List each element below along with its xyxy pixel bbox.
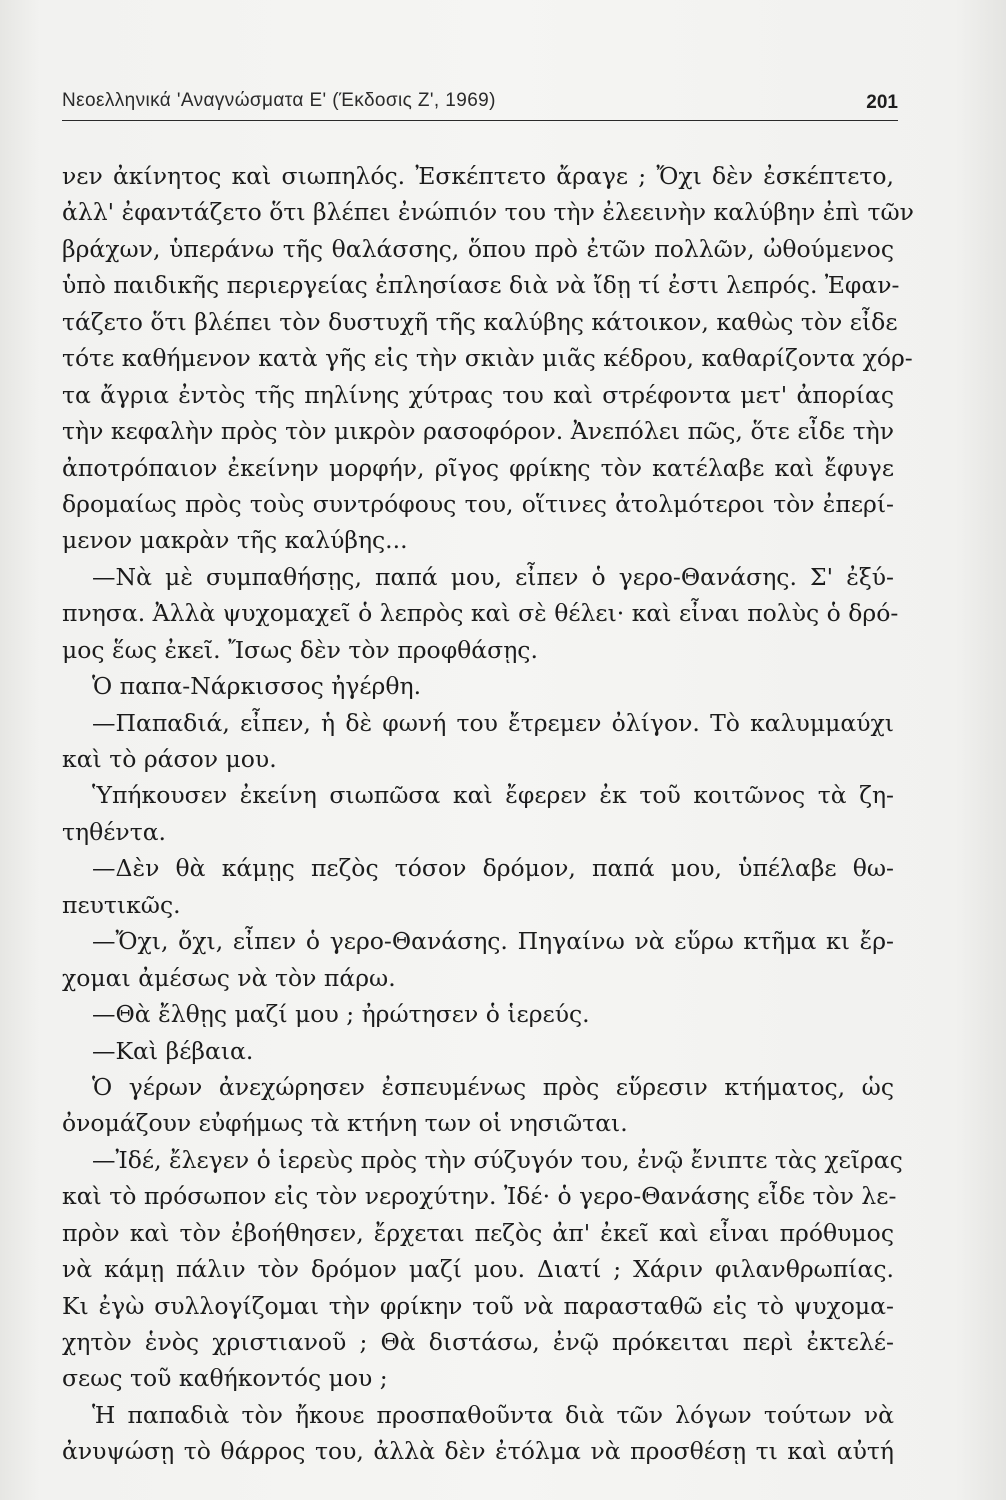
page-header [62,84,898,121]
text-line: Ἡ παπαδιὰ τὸν ἤκουε προσπαθοῦντα διὰ τῶν λόγων τούτων νὰ [92,1400,894,1429]
text-line: μενον μακρὰν τῆς καλύβης... [62,526,408,555]
page-number: 201 [866,92,898,113]
text-line: τηθέντα. [62,817,167,846]
text-line: —Δὲν θὰ κάμῃς πεζὸς τόσον δρόμον, παπά μου, ὑπέλαβε θω- [92,854,894,883]
text-line: καὶ τὸ ράσον μου. [62,745,277,773]
text-line: χομαι ἀμέσως νὰ τὸν πάρω. [62,963,396,992]
text-line: —Ὄχι, ὄχι, εἶπεν ὁ γερο-Θανάσης. Πηγαίνω νὰ εὕρω κτῆμα κι ἔρ- [92,927,894,956]
text-line: πευτικῶς. [62,890,181,919]
text-line: Κι ἐγὼ συλλογίζομαι τὴν φρίκην τοῦ νὰ παρασταθῶ εἰς τὸ ψυχομα- [62,1291,894,1320]
text-line: ἀλλ' ἐφαντάζετο ὅτι βλέπει ἐνώπιόν του τὴν ἐλεεινὴν καλύβην ἐπὶ τῶν [62,198,914,227]
text-line: τὴν κεφαλὴν πρὸς τὸν μικρὸν ρασοφόρον. Ἀνεπόλει πῶς, ὅτε εἶδε τὴν [62,417,894,446]
text-line: Ὑπήκουσεν ἐκείνη σιωπῶσα καὶ ἔφερεν ἐκ τοῦ κοιτῶνος τὰ ζη- [92,781,894,810]
running-title: Νεοελληνικά 'Αναγνώσματα Ε' (Έκδοσις Ζ', 1969) [62,90,496,111]
text-line: τάζετο ὅτι βλέπει τὸν δυστυχῆ τῆς καλύβης κάτοικον, καθὼς τὸν εἶδε [62,307,898,336]
text-line: πρὸν καὶ τὸν ἐβοήθησεν, ἔρχεται πεζὸς ἀπ' ἐκεῖ καὶ εἶναι πρόθυμος [62,1218,894,1247]
text-line: —Ἰδέ, ἔλεγεν ὁ ἱερεὺς πρὸς τὴν σύζυγόν του, ἐνῷ ἔνιπτε τὰς χεῖρας [92,1145,903,1174]
text-line: χητὸν ἑνὸς χριστιανοῦ ; Θὰ διστάσω, ἐνῷ πρόκειται περὶ ἐκτελέ- [62,1328,894,1356]
text-line: καὶ τὸ πρόσωπον εἰς τὸν νεροχύτην. Ἰδέ· ὁ γερο-Θανάσης εἶδε τὸν λε- [62,1182,897,1211]
text-line: —Νὰ μὲ συμπαθήσῃς, παπά μου, εἶπεν ὁ γερο-Θανάσης. Σ' ἐξύ- [92,562,894,591]
text-line: —Καὶ βέβαια. [92,1036,254,1065]
text-line: πνησα. Ἀλλὰ ψυχομαχεῖ ὁ λεπρὸς καὶ σὲ θέλει· καὶ εἶναι πολὺς ὁ δρό- [62,599,899,628]
text-line: νεν ἀκίνητος καὶ σιωπηλός. Ἐσκέπτετο ἄραγε ; Ὄχι δὲν ἐσκέπτετο, [62,162,894,190]
text-line: ἀποτρόπαιον ἐκείνην μορφήν, ρῖγος φρίκης τὸν κατέλαβε καὶ ἔφυγε [62,453,894,482]
text-line: σεως τοῦ καθήκοντός μου ; [62,1364,388,1393]
text-line: —Θὰ ἔλθῃς μαζί μου ; ἠρώτησεν ὁ ἱερεύς. [92,1000,590,1029]
text-line: δρομαίως πρὸς τοὺς συντρόφους του, οἵτινες ἀτολμότεροι τὸν ἐπερί- [62,489,894,518]
text-line: Ὁ γέρων ἀνεχώρησεν ἐσπευμένως πρὸς εὕρεσιν κτήματος, ὡς [92,1072,894,1101]
text-line: νὰ κάμῃ πάλιν τὸν δρόμον μαζί μου. Διατί ; Χάριν φιλανθρωπίας. [62,1255,894,1284]
text-line: —Παπαδιά, εἶπεν, ἡ δὲ φωνή του ἔτρεμεν ὀλίγον. Τὸ καλυμμαύχι [92,708,894,737]
text-line: Ὁ παπα-Νάρκισσος ἠγέρθη. [92,672,422,701]
text-line: τα ἄγρια ἐντὸς τῆς πηλίνης χύτρας του καὶ στρέφοντα μετ' ἀπορίας [62,380,894,409]
text-line: ὀνομάζουν εὐφήμως τὰ κτήνη των οἱ νησιῶται. [62,1109,628,1138]
text-line: βράχων, ὑπεράνω τῆς θαλάσσης, ὅπου πρὸ ἐτῶν πολλῶν, ὠθούμενος [62,234,894,263]
text-line: τότε καθήμενον κατὰ γῆς εἰς τὴν σκιὰν μιᾶς κέδρου, καθαρίζοντα χόρ- [62,344,913,373]
text-line: ἀνυψώσῃ τὸ θάρρος του, ἀλλὰ δὲν ἐτόλμα νὰ προσθέσῃ τι καὶ αὐτή [62,1437,894,1466]
text-line: μος ἕως ἐκεῖ. Ἴσως δὲν τὸν προφθάσῃς. [62,635,538,664]
body-text [62,158,914,1470]
text-line: ὑπὸ παιδικῆς περιεργείας ἐπλησίασε διὰ νὰ ἴδῃ τί ἐστι λεπρός. Ἐφαν- [62,271,900,300]
